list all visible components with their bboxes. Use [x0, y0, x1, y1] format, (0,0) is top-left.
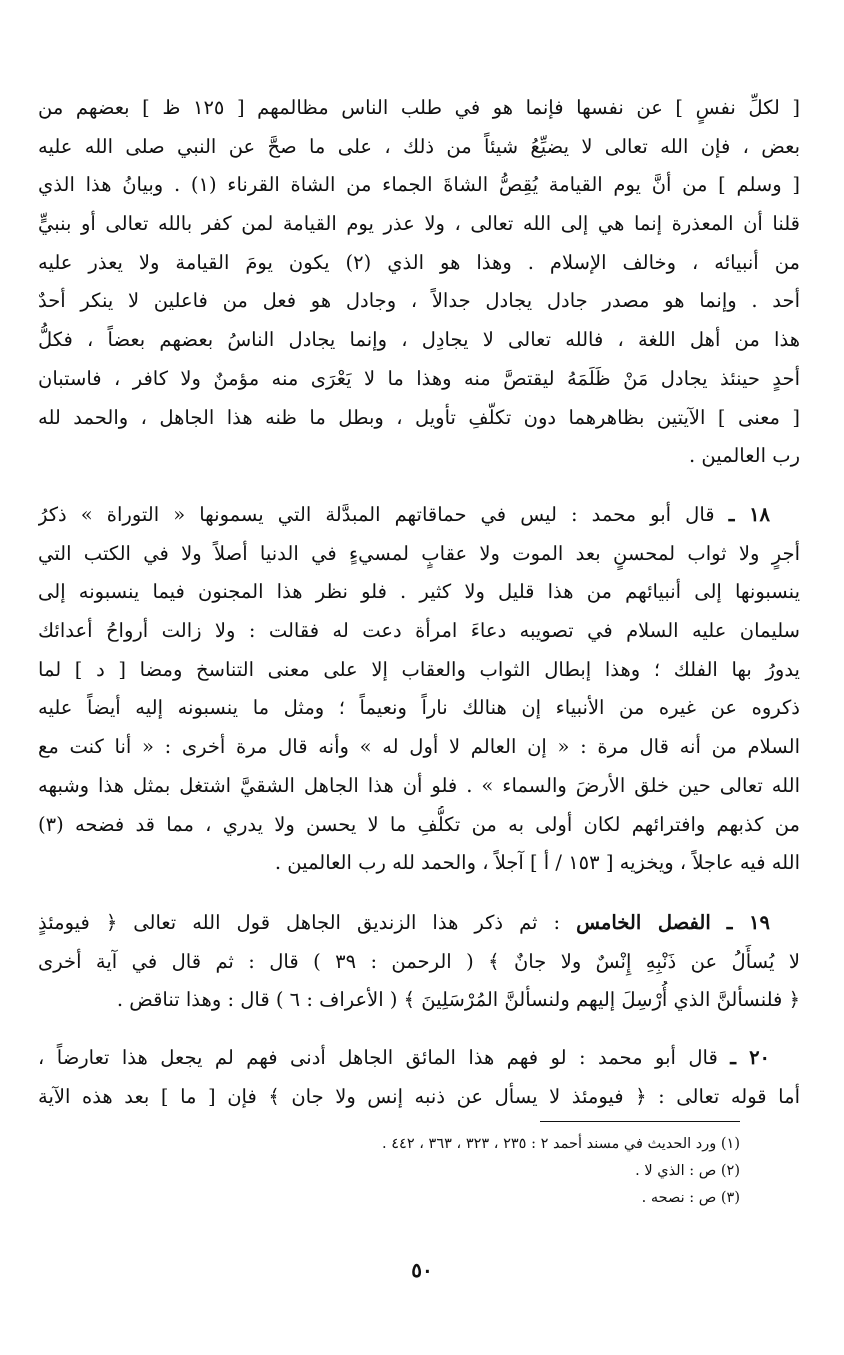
text-line: هذا من أهل اللغة ، فالله تعالى لا يجادِل ، وإنما يجادل الناسُ بعضهم بعضاً ، فكلُّ: [38, 328, 800, 352]
text-line: بعض ، فإن الله تعالى لا يضيِّعُ شيئاً من ذلك ، على ما صحَّ عن النبي صلى الله عليه: [38, 134, 800, 158]
text-line: أحد . وإنما هو مصدر جادل يجادل جدالاً ، وجادل هو فعل من فاعلين لا ينكر أحدٌ: [38, 289, 800, 313]
text-line: [ وسلم ] من أنَّ يوم القيامة يُقِصُّ الشاةَ الجماء من الشاة القرناء (١) . وبيانُ هذا الذي: [38, 173, 800, 197]
footnote: (١) ورد الحديث في مسند أحمد ٢ : ٢٣٥ ، ٣٢٣ ، ٣٦٣ ، ٤٤٢ .: [382, 1136, 740, 1152]
paragraph-number: ٢٠ ـ: [730, 1046, 771, 1069]
footnote: (٣) ص : نصحه .: [641, 1190, 740, 1206]
footnote-separator: [540, 1121, 740, 1122]
paragraph-20: [38, 1039, 800, 1116]
section-heading: الفصل الخامس: [576, 911, 711, 934]
text-line: من كذبهم وافترائهم لكان أولى به من تكلُّفِ ما لا يحسن ولا يدري ، مما قد فضحه (٣): [38, 812, 800, 836]
text-line: [38, 496, 800, 535]
text-line: [ معنى ] الآيتين بظاهرهما دون تكلّفِ تأويل ، وبطل ما ظنه هذا الجاهل ، والحمد لله: [38, 405, 800, 429]
text-line: من أنبيائه ، وخالف الإسلام . وهذا هو الذي (٢) يكون يومَ القيامة ولا يعذر عليه: [38, 250, 800, 274]
paragraph-number: ١٨ ـ: [728, 503, 771, 526]
text-span: قال أبو محمد : لو فهم هذا المائق الجاهل أدنى فهم لم يجعل هذا تعارضاً ،: [38, 1046, 718, 1069]
footnote: (٢) ص : الذي لا .: [635, 1163, 740, 1179]
paragraph-continuation: [38, 89, 800, 476]
page-number: ٥٠: [411, 1258, 433, 1282]
text-line: [38, 1039, 800, 1078]
text-line: رب العالمين .: [688, 444, 800, 468]
text-line: ﴿ فلنسألنَّ الذي أُرْسِلَ إليهم ولنسألنَّ المُرْسَلِينَ ﴾ ( الأعراف : ٦ ) قال : وهذا تناقض .: [116, 988, 800, 1012]
text-line: أجرٍ ولا ثواب لمحسنٍ بعد الموت ولا عقابٍ لمسيءٍ في الدنيا أصلاً ولا في الكتب التي: [38, 541, 800, 565]
text-line: سليمان عليه السلام في تصويبه دعاءَ امرأة دعت له فقالت : ولا زالت أرواحُ أعدائك: [38, 619, 800, 643]
text-line: ذكروه عن غيره من الأنبياء إن هنالك ناراً ونعيماً ؛ ومثل ما ينسبونه إليه أيضاً عليه: [38, 696, 800, 720]
text-span: : ثم ذكر هذا الزنديق الجاهل قول الله تعالى ﴿ فيومئذٍ: [38, 911, 561, 934]
text-line: [38, 904, 800, 943]
paragraph-19: [38, 904, 800, 1020]
text-line: أما قوله تعالى : ﴿ فيومئذ لا يسأل عن ذنبه إنس ولا جان ﴾ فإن [ ما ] بعد هذه الآية: [38, 1084, 800, 1108]
text-line: الله فيه عاجلاً ، ويخزيه [ ١٥٣ / أ ] آجلاً ، والحمد لله رب العالمين .: [274, 851, 800, 875]
paragraph-18: [38, 496, 800, 883]
text-line: [ لكلِّ نفسٍ ] عن نفسها فإنما هو في طلب الناس مظالمهم [ ١٢٥ ظ ] بعضهم من: [38, 96, 800, 119]
text-line: يدورُ بها الفلك ؛ وهذا إبطال الثواب والعقاب إلا على معنى التناسخ ومضا [ د ] لما: [38, 657, 800, 681]
text-line: ينسبونها إلى أنبيائهم من هذا قليل ولا كثير . فلو نظر هذا المجنون فيما ينسبونه إلى: [38, 580, 800, 604]
text-line: لا يُسأَلُ عن ذَنْبِهِ إِنْسٌ ولا جانٌ ﴾ ( الرحمن : ٣٩ ) قال : ثم قال في آية أخرى: [38, 949, 800, 973]
text-line: السلام من أنه قال مرة : « إن العالم لا أول له » وأنه قال مرة أخرى : « أنا كنت مع: [38, 735, 800, 759]
text-line: قلنا أن المعذرة إنما هي إلى الله تعالى ، ولا عذر يوم القيامة لمن كفر بالله تعالى أو بنبيٍّ: [38, 212, 800, 236]
text-span: قال أبو محمد : ليس في حماقاتهم المبدَّلة التي يسمونها « التوراة » ذكرُ: [38, 503, 715, 526]
text-line: الله تعالى حين خلق الأرضَ والسماء » . فلو أن هذا الجاهل الشقيَّ اشتغل بمثل هذا وشبهه: [38, 773, 800, 797]
text-line: أحدٍ حينئذ يجادل مَنْ ظَلَمَهُ ليقتصَّ منه وهذا ما لا يَعْرَى منه مؤمنٌ ولا كافر ، فاستبان: [38, 366, 800, 390]
footnotes: [80, 1131, 740, 1212]
paragraph-number: ١٩ ـ: [726, 911, 770, 934]
